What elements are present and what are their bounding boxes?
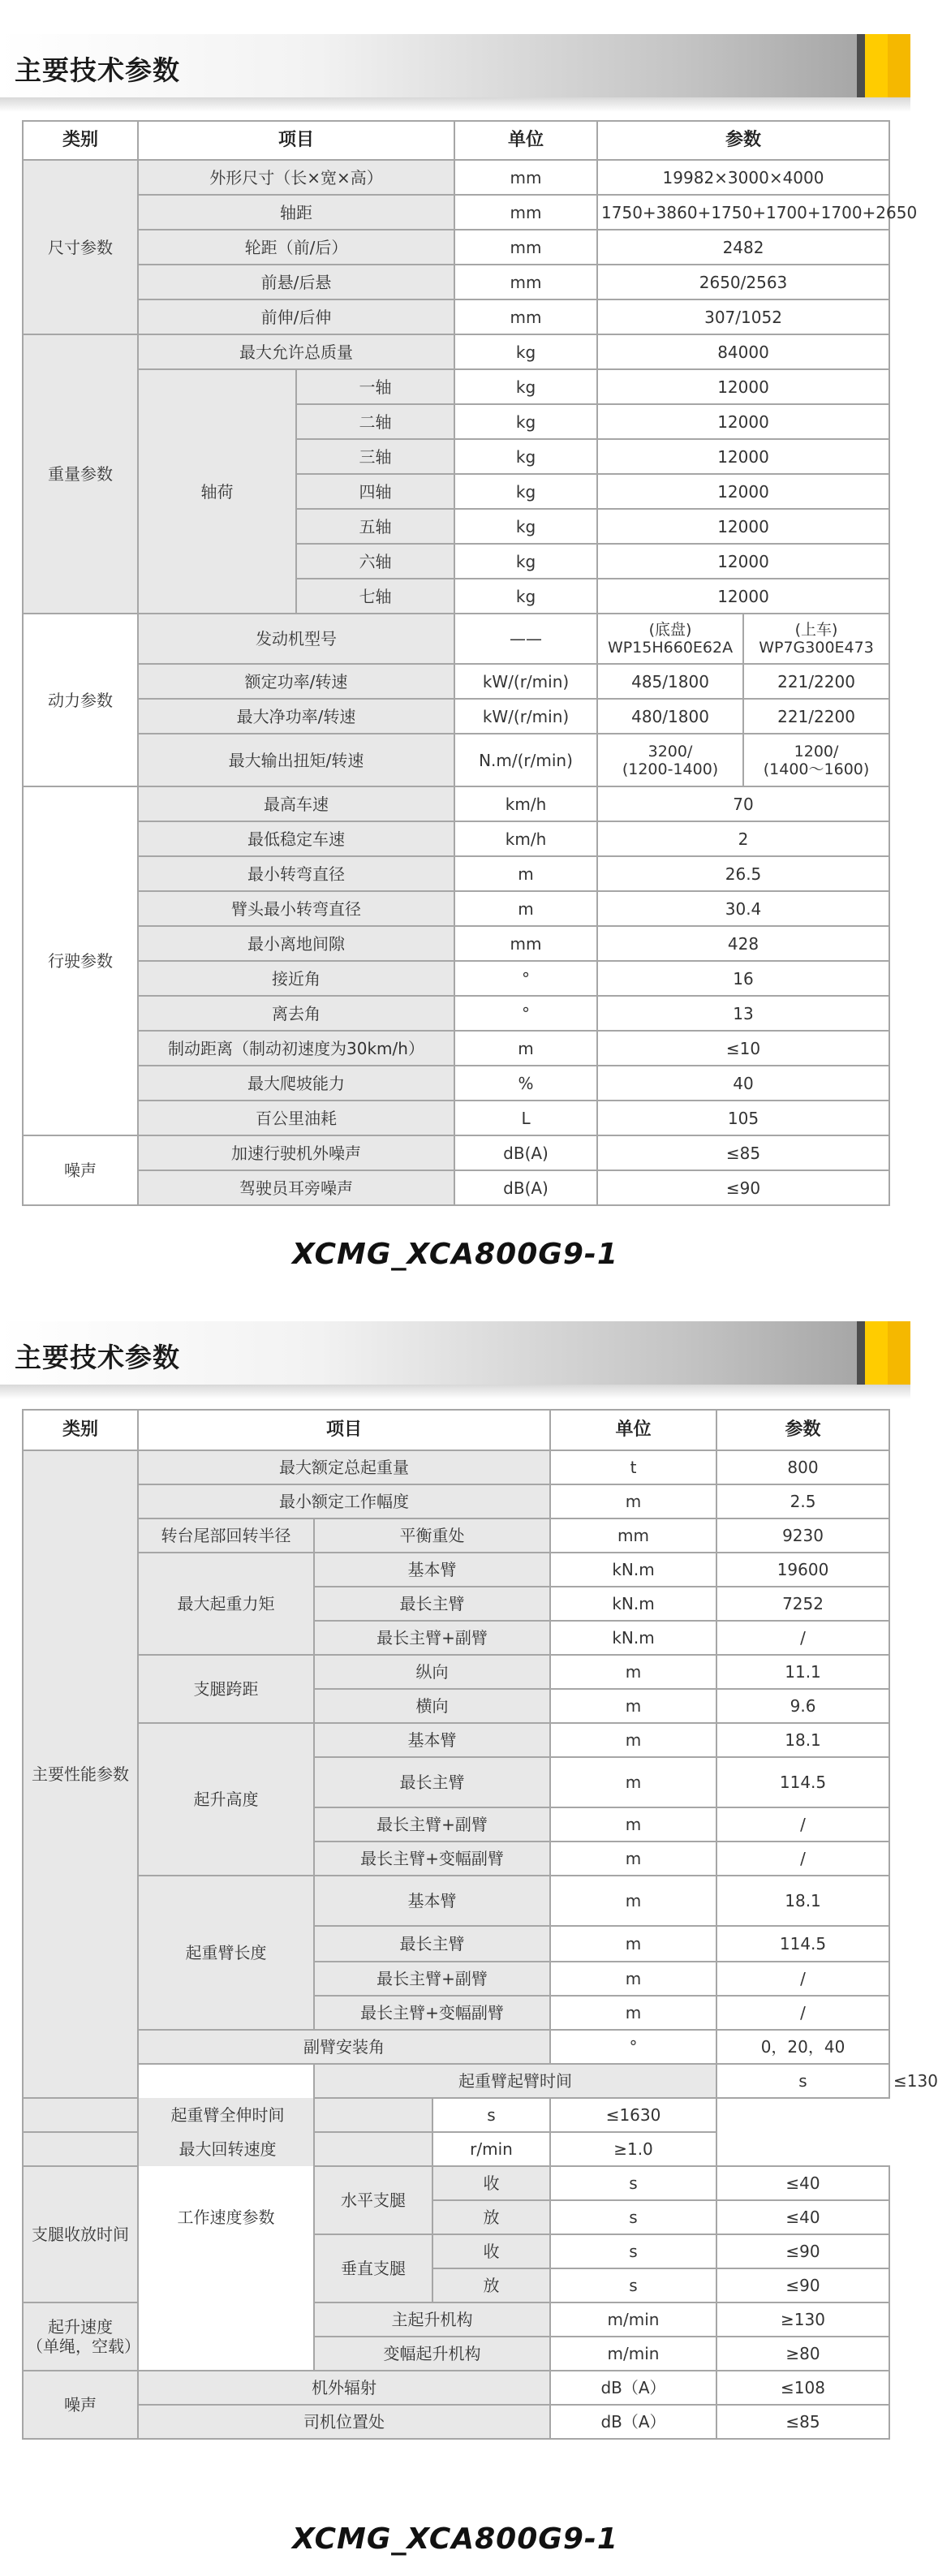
value-cell: 19600 bbox=[716, 1553, 889, 1587]
unit-cell: r/min bbox=[432, 2132, 550, 2166]
unit-cell: mm bbox=[454, 195, 597, 230]
item-cell: 四轴 bbox=[296, 474, 454, 509]
value-cell: 18.1 bbox=[716, 1723, 889, 1757]
item-cell: 最大爬坡能力 bbox=[138, 1066, 454, 1101]
value-cell: / bbox=[716, 1807, 889, 1842]
value-cell: 12000 bbox=[597, 369, 889, 404]
subitem-cell: 主起升机构 bbox=[314, 2302, 550, 2337]
unit-cell: mm bbox=[454, 299, 597, 334]
unit-cell: m bbox=[550, 1689, 716, 1723]
item-cell: 最大起重力矩 bbox=[138, 1553, 314, 1655]
value-cell: ≤1630 bbox=[550, 2098, 716, 2132]
item-cell: 前伸/后伸 bbox=[138, 299, 454, 334]
spec-table-2: 类别 项目 单位 参数 主要性能参数 最大额定总起重量 t 800 最小额定工作幅度 m 2.5 转台尾部回转半径 平衡重处 mm 9230 最大起重力矩 基本臂 kN.m 19600 最长主臂 kN.m 7252 最长主臂+副臂 kN.m / 支腿跨距 纵向 m 11.1 横向 m 9.6 起升高度 基本臂 m 18.1 最长主臂 m 114.5 最长主臂+副臂 m / 最长主臂+变幅副臂 m / 起重臂长度 基本臂 m 18.1 最长主臂 m 114.5 最长主臂+副臂 m / 最长主臂+变幅副臂 m / 副臂安装角 ° 0，20，40 工作速度参数 起重臂起臂时间 s ≤130 起重臂全伸时间 s ≤1630 最大回转速度 r/min ≥1.0 支腿收放时间 水平支腿 收 s ≤40 放 s ≤40 垂直支腿 收 s ≤90 放 s ≤90 起升速度 （单绳，空载） 主起升机构 m/min ≥130 变幅起升机构 m/min ≥80 噪声 机外辐射 dB（A） ≤108 司机位置处 dB（A） ≤85 bbox=[22, 1409, 890, 2440]
unit-cell: m bbox=[550, 1723, 716, 1757]
action-cell: 收 bbox=[432, 2234, 550, 2268]
col-header-category: 类别 bbox=[23, 1410, 138, 1450]
value-cell: 485/1800 bbox=[597, 664, 743, 699]
value-cell: 40 bbox=[597, 1066, 889, 1101]
unit-cell: m bbox=[550, 1962, 716, 1996]
unit-cell: kg bbox=[454, 404, 597, 439]
item-cell: 三轴 bbox=[296, 439, 454, 474]
value-cell: ≤85 bbox=[716, 2405, 889, 2439]
value-cell: ≤40 bbox=[716, 2166, 889, 2200]
item-cell: 起重臂起臂时间 bbox=[314, 2064, 716, 2098]
subitem-cell: 最长主臂+副臂 bbox=[314, 1807, 550, 1842]
value-cell: / bbox=[716, 1842, 889, 1876]
header-yellow-stripe bbox=[888, 1321, 910, 1385]
unit-cell: mm bbox=[454, 926, 597, 961]
unit-cell: s bbox=[550, 2166, 716, 2200]
value-cell: 12000 bbox=[597, 579, 889, 614]
value-cell: 12000 bbox=[597, 474, 889, 509]
value-cell: ≤90 bbox=[597, 1170, 889, 1205]
item-cell: 支腿跨距 bbox=[138, 1655, 314, 1723]
value-cell: 2 bbox=[597, 821, 889, 856]
item-cell: 前悬/后悬 bbox=[138, 265, 454, 299]
unit-cell: mm bbox=[550, 1518, 716, 1553]
unit-cell: km/h bbox=[454, 821, 597, 856]
header-yellow-stripe bbox=[865, 34, 888, 97]
unit-cell: m bbox=[550, 1484, 716, 1518]
value-cell: ≤108 bbox=[716, 2371, 889, 2405]
item-cell: 驾驶员耳旁噪声 bbox=[138, 1170, 454, 1205]
unit-cell: s bbox=[550, 2200, 716, 2234]
value-cell: 1200/ (1400～1600) bbox=[743, 734, 889, 786]
item-cell: 轮距（前/后） bbox=[138, 230, 454, 265]
value-cell: ≤90 bbox=[716, 2234, 889, 2268]
category-cell: 噪声 bbox=[23, 2371, 138, 2439]
unit-cell: m bbox=[550, 1842, 716, 1876]
subitem-cell: 最长主臂+变幅副臂 bbox=[314, 1842, 550, 1876]
unit-cell: dB(A) bbox=[454, 1135, 597, 1170]
unit-cell: kg bbox=[454, 474, 597, 509]
item-cell: 最大允许总质量 bbox=[138, 334, 454, 369]
item-cell: 七轴 bbox=[296, 579, 454, 614]
unit-cell: s bbox=[716, 2064, 889, 2098]
value-cell: 12000 bbox=[597, 439, 889, 474]
unit-cell: kg bbox=[454, 544, 597, 579]
subitem-cell: 垂直支腿 bbox=[314, 2234, 432, 2302]
unit-cell: m bbox=[550, 1655, 716, 1689]
value-cell: 70 bbox=[597, 786, 889, 821]
unit-cell: km/h bbox=[454, 786, 597, 821]
value-cell: 9.6 bbox=[716, 1689, 889, 1723]
unit-cell: L bbox=[454, 1101, 597, 1135]
value-cell: 11.1 bbox=[716, 1655, 889, 1689]
unit-cell: m bbox=[550, 1926, 716, 1962]
item-cell: 最大回转速度 bbox=[23, 2132, 432, 2166]
unit-cell: dB（A） bbox=[550, 2371, 716, 2405]
unit-cell: % bbox=[454, 1066, 597, 1101]
item-cell: 额定功率/转速 bbox=[138, 664, 454, 699]
value-cell: 1750+3860+1750+1700+1700+2650 bbox=[597, 195, 889, 230]
value-cell: 114.5 bbox=[716, 1926, 889, 1962]
unit-cell: kg bbox=[454, 439, 597, 474]
item-cell: 最大输出扭矩/转速 bbox=[138, 734, 454, 786]
item-cell: 一轴 bbox=[296, 369, 454, 404]
unit-cell: m bbox=[550, 1876, 716, 1926]
item-cell: 六轴 bbox=[296, 544, 454, 579]
item-cell: 最大额定总起重量 bbox=[138, 1450, 550, 1484]
footer-model: XCMG_XCA800G9-1 bbox=[292, 2522, 618, 2556]
action-cell: 收 bbox=[432, 2166, 550, 2200]
footer-model: XCMG_XCA800G9-1 bbox=[292, 1238, 618, 1271]
unit-cell: t bbox=[550, 1450, 716, 1484]
unit-cell: m bbox=[550, 1807, 716, 1842]
unit-cell: m bbox=[454, 891, 597, 926]
subitem-cell: 基本臂 bbox=[314, 1553, 550, 1587]
unit-cell: kW/(r/min) bbox=[454, 699, 597, 734]
value-cell: 114.5 bbox=[716, 1757, 889, 1807]
value-cell: 428 bbox=[597, 926, 889, 961]
page-title: 主要技术参数 bbox=[15, 54, 180, 86]
subitem-cell: 基本臂 bbox=[314, 1723, 550, 1757]
page-title: 主要技术参数 bbox=[15, 1342, 180, 1373]
value-cell: 2482 bbox=[597, 230, 889, 265]
header-shadow bbox=[0, 1385, 910, 1399]
unit-cell: m bbox=[454, 856, 597, 891]
value-cell: 7252 bbox=[716, 1587, 889, 1621]
value-cell: ≤40 bbox=[716, 2200, 889, 2234]
value-cell: 12000 bbox=[597, 544, 889, 579]
col-header-category: 类别 bbox=[23, 121, 138, 160]
unit-cell: m/min bbox=[550, 2337, 716, 2371]
value-cell: 307/1052 bbox=[597, 299, 889, 334]
unit-cell: m bbox=[550, 1996, 716, 2030]
unit-cell: mm bbox=[454, 265, 597, 299]
value-cell: 105 bbox=[597, 1101, 889, 1135]
value-cell: (上车) WP7G300E473 bbox=[743, 614, 889, 664]
item-cell: 支腿收放时间 bbox=[23, 2166, 138, 2302]
unit-cell: kN.m bbox=[550, 1587, 716, 1621]
value-cell: 12000 bbox=[597, 509, 889, 544]
value-cell: 9230 bbox=[716, 1518, 889, 1553]
action-cell: 放 bbox=[432, 2200, 550, 2234]
item-cell: 加速行驶机外噪声 bbox=[138, 1135, 454, 1170]
category-cell: 动力参数 bbox=[23, 614, 138, 786]
value-cell: / bbox=[716, 1996, 889, 2030]
value-cell: 480/1800 bbox=[597, 699, 743, 734]
category-cell: 噪声 bbox=[23, 1135, 138, 1205]
header-yellow-stripe bbox=[865, 1321, 888, 1385]
unit-cell: kg bbox=[454, 509, 597, 544]
value-cell: 30.4 bbox=[597, 891, 889, 926]
item-cell: 转台尾部回转半径 bbox=[138, 1518, 314, 1553]
value-cell: 19982×3000×4000 bbox=[597, 160, 889, 195]
item-cell: 起升速度 （单绳，空载） bbox=[23, 2302, 138, 2371]
item-cell: 最小离地间隙 bbox=[138, 926, 454, 961]
subitem-cell: 纵向 bbox=[314, 1655, 550, 1689]
item-cell: 最大净功率/转速 bbox=[138, 699, 454, 734]
action-cell: 放 bbox=[432, 2268, 550, 2302]
item-cell: 离去角 bbox=[138, 996, 454, 1031]
spec-table-1 bbox=[22, 120, 918, 1206]
subitem-cell: 变幅起升机构 bbox=[314, 2337, 550, 2371]
unit-cell: kg bbox=[454, 369, 597, 404]
unit-cell: ° bbox=[550, 2030, 716, 2064]
value-cell: ≥130 bbox=[716, 2302, 889, 2337]
unit-cell: ° bbox=[454, 996, 597, 1031]
unit-cell: dB（A） bbox=[550, 2405, 716, 2439]
unit-cell: kN.m bbox=[550, 1553, 716, 1587]
item-cell: 臂头最小转弯直径 bbox=[138, 891, 454, 926]
subitem-cell: 最长主臂 bbox=[314, 1926, 550, 1962]
header-shadow bbox=[0, 97, 910, 112]
unit-cell: kg bbox=[454, 334, 597, 369]
value-cell: 221/2200 bbox=[743, 699, 889, 734]
unit-cell: mm bbox=[454, 160, 597, 195]
value-cell: 800 bbox=[716, 1450, 889, 1484]
value-cell: ≥80 bbox=[716, 2337, 889, 2371]
unit-cell: s bbox=[550, 2268, 716, 2302]
value-cell: / bbox=[716, 1621, 889, 1655]
value-cell: 2650/2563 bbox=[597, 265, 889, 299]
item-cell: 最低稳定车速 bbox=[138, 821, 454, 856]
category-cell: 主要性能参数 bbox=[23, 1450, 138, 2098]
unit-cell: s bbox=[432, 2098, 550, 2132]
value-cell: ≤90 bbox=[716, 2268, 889, 2302]
header-yellow-stripe bbox=[888, 34, 910, 97]
category-cell: 工作速度参数 bbox=[138, 2064, 314, 2371]
value-cell: 12000 bbox=[597, 404, 889, 439]
item-cell: 机外辐射 bbox=[138, 2371, 550, 2405]
item-cell: 二轴 bbox=[296, 404, 454, 439]
unit-cell: m bbox=[454, 1031, 597, 1066]
value-cell: 84000 bbox=[597, 334, 889, 369]
item-cell: 司机位置处 bbox=[138, 2405, 550, 2439]
subitem-cell: 最长主臂+变幅副臂 bbox=[314, 1996, 550, 2030]
value-cell: (底盘) WP15H660E62A bbox=[597, 614, 743, 664]
item-cell: 副臂安装角 bbox=[138, 2030, 550, 2064]
value-cell: / bbox=[716, 1962, 889, 1996]
unit-cell: s bbox=[550, 2234, 716, 2268]
page-1-header bbox=[0, 34, 910, 97]
subcategory-cell: 轴荷 bbox=[138, 369, 296, 614]
unit-cell: N.m/(r/min) bbox=[454, 734, 597, 786]
unit-cell: kW/(r/min) bbox=[454, 664, 597, 699]
subitem-cell: 最长主臂+副臂 bbox=[314, 1962, 550, 1996]
value-cell: ≤10 bbox=[597, 1031, 889, 1066]
value-cell: 221/2200 bbox=[743, 664, 889, 699]
subitem-cell: 横向 bbox=[314, 1689, 550, 1723]
value-cell: 13 bbox=[597, 996, 889, 1031]
value-cell: 3200/ (1200-1400) bbox=[597, 734, 743, 786]
col-header-item: 项目 bbox=[138, 121, 454, 160]
unit-cell: —— bbox=[454, 614, 597, 664]
category-cell: 重量参数 bbox=[23, 334, 138, 614]
unit-cell: dB(A) bbox=[454, 1170, 597, 1205]
header-dark-stripe bbox=[857, 34, 865, 97]
col-header-item: 项目 bbox=[138, 1410, 550, 1450]
item-cell: 最高车速 bbox=[138, 786, 454, 821]
value-cell: 26.5 bbox=[597, 856, 889, 891]
unit-cell: m bbox=[550, 1757, 716, 1807]
category-cell: 行驶参数 bbox=[23, 786, 138, 1135]
col-header-unit: 单位 bbox=[550, 1410, 716, 1450]
item-cell: 发动机型号 bbox=[138, 614, 454, 664]
subitem-cell: 基本臂 bbox=[314, 1876, 550, 1926]
item-cell: 制动距离（制动初速度为30km/h） bbox=[138, 1031, 454, 1066]
subitem-cell: 平衡重处 bbox=[314, 1518, 550, 1553]
unit-cell: kN.m bbox=[550, 1621, 716, 1655]
item-cell: 起重臂全伸时间 bbox=[23, 2098, 432, 2132]
item-cell: 轴距 bbox=[138, 195, 454, 230]
item-cell: 起升高度 bbox=[138, 1723, 314, 1876]
item-cell: 最小转弯直径 bbox=[138, 856, 454, 891]
item-cell: 百公里油耗 bbox=[138, 1101, 454, 1135]
unit-cell: ° bbox=[454, 961, 597, 996]
item-cell: 接近角 bbox=[138, 961, 454, 996]
value-cell: 0，20，40 bbox=[716, 2030, 889, 2064]
category-cell: 尺寸参数 bbox=[23, 160, 138, 334]
unit-cell: kg bbox=[454, 579, 597, 614]
subitem-cell: 水平支腿 bbox=[314, 2166, 432, 2234]
item-cell: 五轴 bbox=[296, 509, 454, 544]
col-header-value: 参数 bbox=[597, 121, 889, 160]
unit-cell: m/min bbox=[550, 2302, 716, 2337]
subitem-cell: 最长主臂 bbox=[314, 1587, 550, 1621]
item-cell: 外形尺寸（长×宽×高） bbox=[138, 160, 454, 195]
col-header-unit: 单位 bbox=[454, 121, 597, 160]
subitem-cell: 最长主臂 bbox=[314, 1757, 550, 1807]
value-cell: ≤85 bbox=[597, 1135, 889, 1170]
value-cell: 2.5 bbox=[716, 1484, 889, 1518]
item-cell: 最小额定工作幅度 bbox=[138, 1484, 550, 1518]
value-cell: 18.1 bbox=[716, 1876, 889, 1926]
page-2-header bbox=[0, 1321, 910, 1385]
unit-cell: mm bbox=[454, 230, 597, 265]
subitem-cell: 最长主臂+副臂 bbox=[314, 1621, 550, 1655]
value-cell: 16 bbox=[597, 961, 889, 996]
item-cell: 起重臂长度 bbox=[138, 1876, 314, 2030]
value-cell: ≥1.0 bbox=[550, 2132, 716, 2166]
col-header-value: 参数 bbox=[716, 1410, 889, 1450]
header-dark-stripe bbox=[857, 1321, 865, 1385]
